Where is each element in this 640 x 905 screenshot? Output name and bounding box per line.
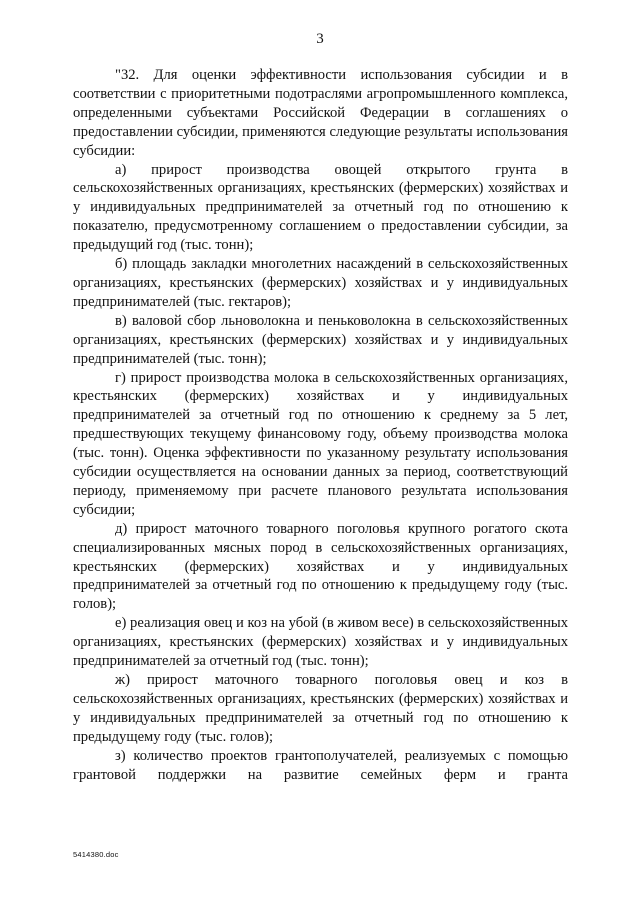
document-body bbox=[73, 66, 568, 784]
paragraph-item-g: г) прирост производства молока в сельскохозяйственных организациях, крестьянских (фермерских) хозяйствах и у индивидуальных предпринимателей за отчетный год по отношению к среднему за 5 лет, предшествующих текущему финансовому году, объему производства молока (тыс. тонн). Оценка эффективности по указанному результату использования субсидии осуществляется на основании данных за период, соответствующий периоду, применяемому при расчете планового результата использования субсидии; bbox=[73, 369, 568, 518]
paragraph-item-d: д) прирост маточного товарного поголовья крупного рогатого скота специализированных мясных пород в сельскохозяйственных организациях, крестьянских (фермерских) хозяйствах и у индивидуальных предпринимателей за отчетный год по отношению к предыдущему году (тыс. голов); bbox=[73, 520, 568, 613]
page-number: 3 bbox=[316, 31, 324, 47]
paragraph-intro: "32. Для оценки эффективности использования субсидии и в соответствии с приоритетными подотраслями агропромышленного комплекса, определенными субъектами Российской Федерации в соглашениях о предоставлении субсидии, применяются следующие результаты использования субсидии: bbox=[73, 67, 568, 159]
paragraph-item-v: в) валовой сбор льноволокна и пеньковолокна в сельскохозяйственных организациях, крестьянских (фермерских) хозяйствах и у индивидуальных предпринимателей (тыс. тонн); bbox=[73, 312, 568, 367]
paragraph-item-z: з) количество проектов грантополучателей, реализуемых с помощью грантовой поддержки на развитие семейных ферм и гранта bbox=[73, 747, 568, 783]
document-file-code: 5414380.doc bbox=[73, 850, 119, 859]
paragraph-item-zh: ж) прирост маточного товарного поголовья овец и коз в сельскохозяйственных организациях, крестьянских (фермерских) хозяйствах и у индивидуальных предпринимателей за отчетный год по отношению к предыдущему году (тыс. голов); bbox=[73, 672, 568, 745]
paragraph-item-e: е) реализация овец и коз на убой (в живом весе) в сельскохозяйственных организациях, крестьянских (фермерских) хозяйствах и у индивидуальных предпринимателей за отчетный год (тыс. тонн); bbox=[73, 615, 568, 670]
paragraph-item-b: б) площадь закладки многолетних насаждений в сельскохозяйственных организациях, крестьянских (фермерских) хозяйствах и у индивидуальных предпринимателей (тыс. гектаров); bbox=[73, 256, 568, 310]
paragraph-item-a: а) прирост производства овощей открытого грунта в сельскохозяйственных организациях, крестьянских (фермерских) хозяйствах и у индивидуальных предпринимателей за отчетный год по отношению к показателю, предусмотренному соглашением о предоставлении субсидии, за предыдущий год (тыс. тонн); bbox=[73, 161, 568, 254]
